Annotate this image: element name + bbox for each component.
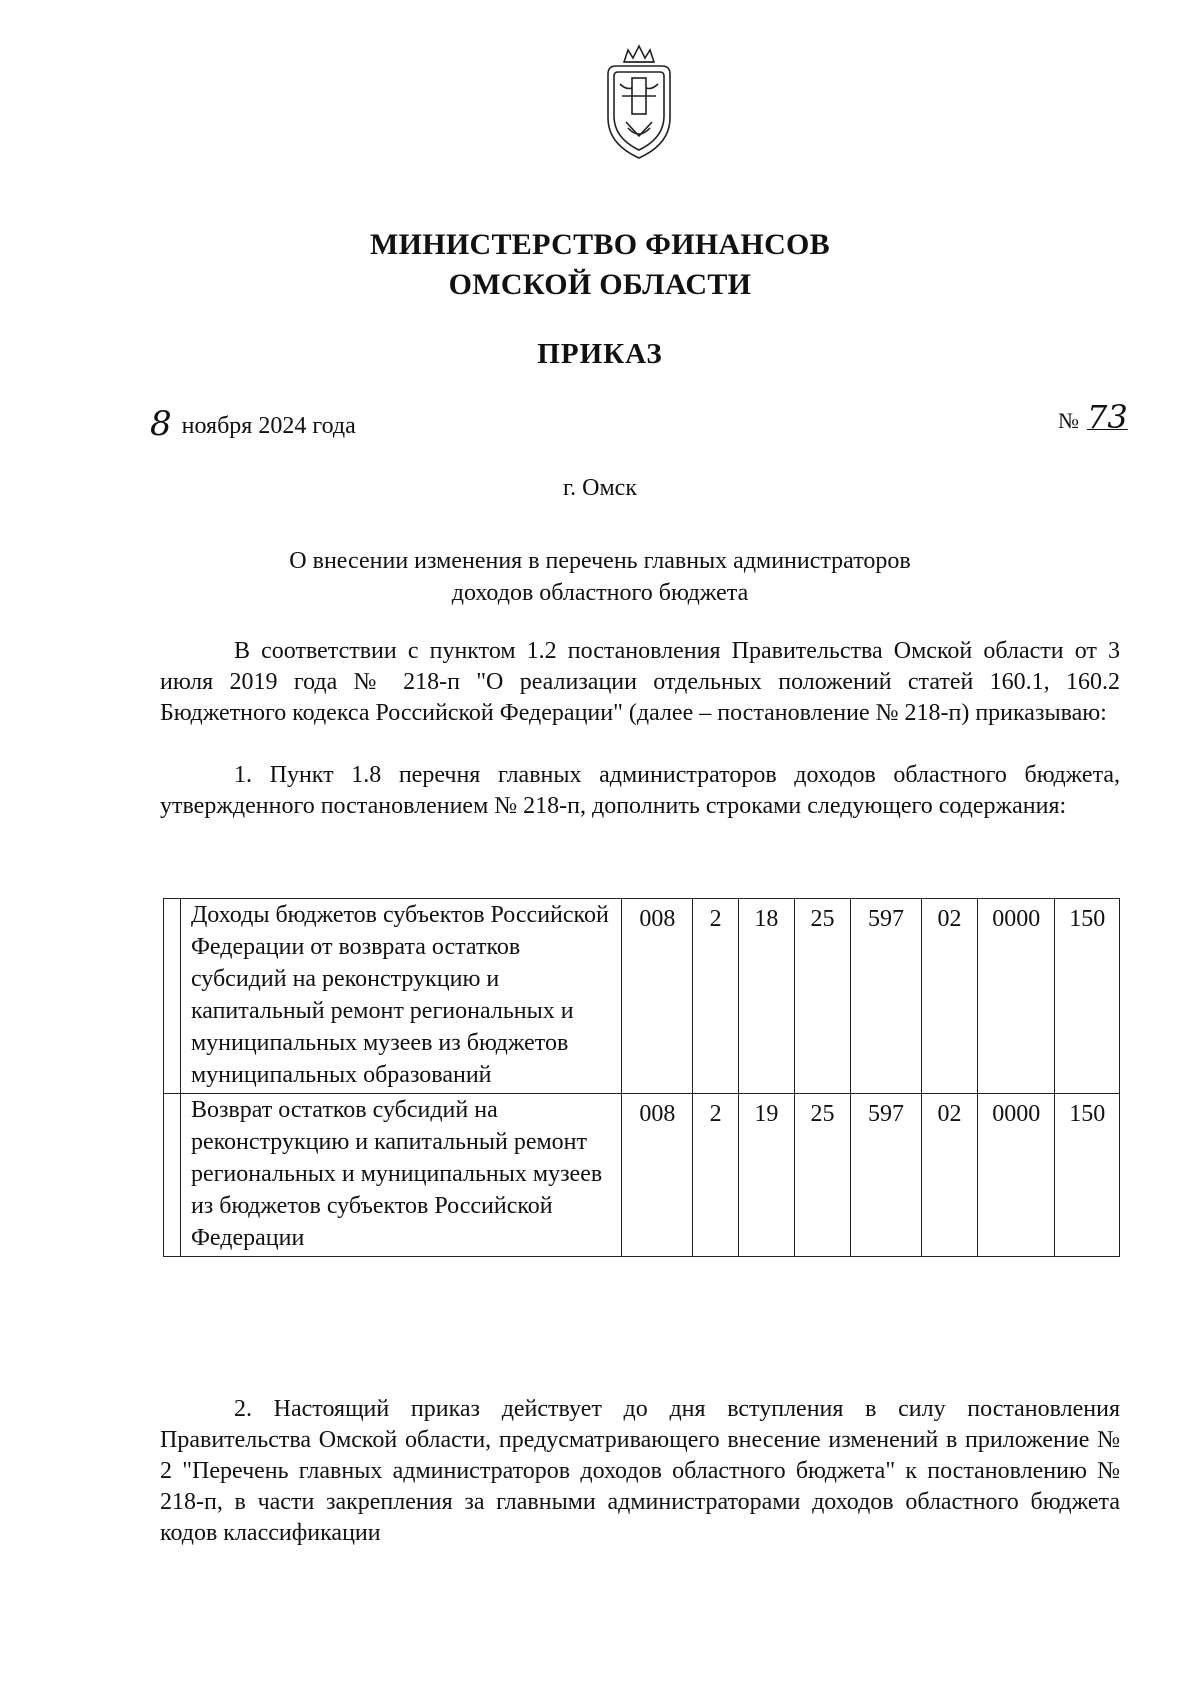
table-gutter-cell [164, 1094, 181, 1257]
budget-codes-table [163, 898, 1120, 1257]
order-subject [0, 545, 1200, 609]
order-date [150, 402, 356, 442]
date-month-year: ноября 2024 года [181, 413, 356, 439]
table-row [164, 899, 1120, 1094]
code-cell: 0000 [978, 899, 1055, 1094]
revenue-name-cell: Доходы бюджетов субъектов Российской Федерации от возврата остатков субсидий на реконструкцию и капитальный ремонт региональных и муниципальных музеев из бюджетов муниципальных образований [180, 899, 621, 1094]
code-cell: 19 [738, 1094, 794, 1257]
coat-of-arms-emblem [598, 44, 680, 162]
code-cell: 008 [622, 899, 693, 1094]
handwritten-date-day: 8 [150, 404, 172, 444]
code-cell: 150 [1055, 899, 1120, 1094]
code-cell: 2 [693, 1094, 739, 1257]
handwritten-order-number: 73 [1087, 398, 1128, 436]
code-cell: 597 [851, 1094, 922, 1257]
table-gutter-cell [164, 899, 181, 1094]
subject-line1: О внесении изменения в перечень главных администраторов [289, 548, 911, 574]
table-row [164, 1094, 1120, 1257]
revenue-name-cell: Возврат остатков субсидий на реконструкцию и капитальный ремонт региональных и муниципальных музеев из бюджетов субъектов Российской Федерации [180, 1094, 621, 1257]
code-cell: 597 [851, 899, 922, 1094]
number-sign: № [1058, 408, 1079, 433]
subject-line2: доходов областного бюджета [451, 580, 749, 606]
code-cell: 02 [921, 899, 977, 1094]
code-cell: 2 [693, 899, 739, 1094]
code-cell: 25 [794, 899, 850, 1094]
code-cell: 0000 [978, 1094, 1055, 1257]
code-cell: 008 [622, 1094, 693, 1257]
ministry-name-line2: ОМСКОЙ ОБЛАСТИ [448, 268, 752, 301]
preamble-paragraph: В соответствии с пунктом 1.2 постановления Правительства Омской области от 3 июля 2019 года № 218-п "О реализации отдельных положений статей 160.1, 160.2 Бюджетного кодекса Российской Федерации" (далее – постановление № 218-п) приказываю: [160, 638, 1120, 726]
city-name: г. Омск [563, 475, 637, 501]
clause-1-paragraph: 1. Пункт 1.8 перечня главных администраторов доходов областного бюджета, утвержденного постановлением № 218-п, дополнить строками следующего содержания: [160, 762, 1120, 819]
order-number [1058, 398, 1128, 436]
code-cell: 25 [794, 1094, 850, 1257]
code-cell: 18 [738, 899, 794, 1094]
ministry-name-line1: МИНИСТЕРСТВО ФИНАНСОВ [370, 228, 830, 261]
document-type-heading: ПРИКАЗ [537, 338, 663, 370]
code-cell: 02 [921, 1094, 977, 1257]
clause-2-paragraph: 2. Настоящий приказ действует до дня вступления в силу постановления Правительства Омской области, предусматривающего внесение изменений в приложение № 2 "Перечень главных администраторов доходов областного бюджета" к постановлению № 218-п, в части закрепления за главными администраторами доходов областного бюджета кодов классификации [160, 1396, 1120, 1546]
code-cell: 150 [1055, 1094, 1120, 1257]
